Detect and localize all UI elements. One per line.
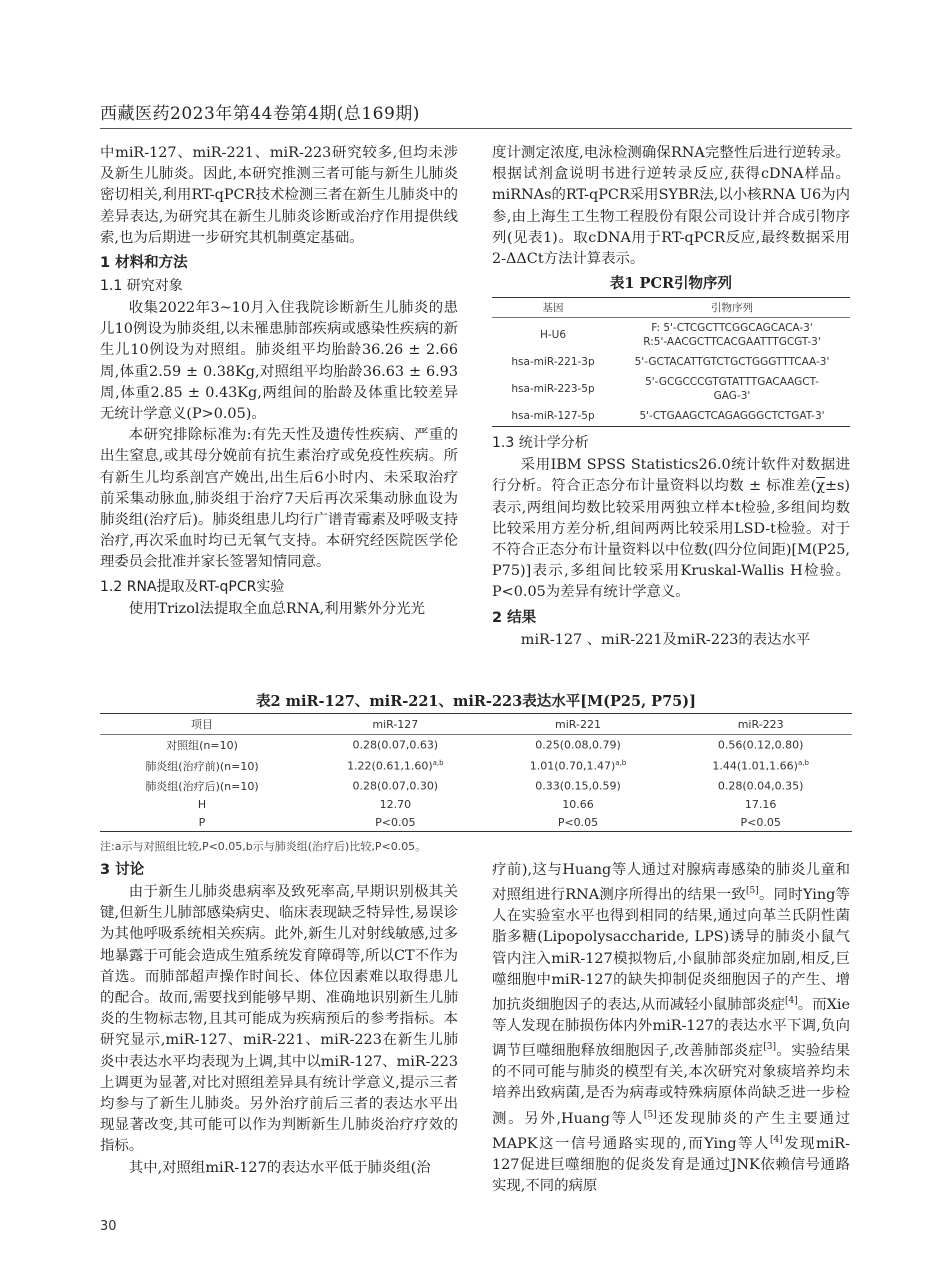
subsection-heading-stats: 1.3 统计学分析: [492, 435, 589, 452]
table1-header-seq: 引物序列: [614, 298, 850, 318]
cell-value: 0.28(0.07,0.63): [352, 739, 439, 753]
table1-seq-line1: F: 5'-CTCGCTTCGGCAGCACA-3': [651, 322, 813, 335]
table2-cell: 17.16: [744, 798, 777, 812]
table2-expression: [100, 713, 852, 832]
citation-ref: [5]: [643, 1109, 657, 1120]
table2-header-mir223: miR-223: [669, 714, 852, 735]
cell-value: 0.28(0.04,0.35): [717, 779, 804, 793]
mean-symbol: $\overline{\chi}$: [816, 478, 825, 495]
stats-paragraph: [492, 455, 850, 603]
citation-ref: [4]: [785, 996, 798, 1007]
citation-ref: [4]: [769, 1134, 783, 1145]
table2-cell: 12.70: [379, 798, 412, 812]
left-column-bottom: [100, 860, 458, 1179]
table1-seq: [614, 318, 850, 353]
table2-cell: [304, 735, 487, 756]
table1-caption: 表1 PCR引物序列: [609, 275, 733, 293]
right-column-top: [492, 143, 850, 651]
text: 。实验结果的不同可能与肺炎的模型有关,本次研究对象痰培养均未培养出致病菌,是否为病毒或特殊病原体尚缺乏进一步检测。另外,Huang等人: [492, 1043, 850, 1127]
cell-value: 0.33(0.15,0.59): [535, 779, 621, 793]
left-column-top: [100, 143, 458, 620]
exclusion-paragraph: 本研究排除标准为:有先天性及遗传性疾病、严重的出生窒息,或其母分娩前有抗生素治疗或免疫性疾病。所有新生儿均系剖宫产娩出,出生后6小时内、未采取治疗前采集动脉血,肺炎组于治疗7天后再次采集动脉血设为肺炎组(治疗后)。肺炎组患儿均行广谱青霉素及呼吸支持治疗,再次采血时均已无氧气支持。本研究经医院医学伦理委员会批准并家长签署知情同意。: [100, 427, 458, 571]
table2-caption: 表2 miR-127、miR-221、miR-223表达水平[M(P25, P75)]: [256, 693, 696, 710]
table2-cell: P<0.05: [304, 814, 487, 832]
table-row: [100, 735, 852, 756]
stats-text-a: 采用IBM SPSS Statistics26.0统计软件对数据进行分析。符合正态分布计量资料以均数 ± 标准差(: [492, 457, 850, 495]
discussion-paragraph-2: 其中,对照组miR-127的表达水平低于肺炎组(治: [128, 1159, 431, 1176]
table2-cell: 10.66: [562, 798, 594, 812]
table2-item: P: [100, 814, 304, 832]
table1-gene: hsa-miR-127-5p: [492, 406, 614, 427]
table2-cell: [669, 755, 852, 775]
intro-paragraph: 中miR-127、miR-221、miR-223研究较多,但均未涉及新生儿肺炎。因此,本研究推测三者可能与新生儿肺炎密切相关,利用RT-qPCR技术检测三者在新生儿肺炎中的差异表达,为研究其在新生儿肺炎诊断或治疗作用提供线索,也为后期进一步研究其机制奠定基础。: [100, 145, 458, 246]
rna-continued-paragraph: 度计测定浓度,电泳检测确保RNA完整性后进行逆转录。根据试剂盒说明书进行逆转录反应,获得cDNA样品。miRNAs的RT-qPCR采用SYBR法,以小核RNA U6为内参,由上海生工生物工程股份有限公司设计并合成引物序列(见表1)。取cDNA用于RT-qPCR反应,最终数据采用2-ΔΔCt方法计算表示。: [492, 145, 850, 268]
subsection-heading-rna: 1.2 RNA提取及RT-qPCR实验: [100, 578, 285, 595]
table1-seq: [614, 372, 850, 406]
table-row: [492, 352, 850, 372]
citation-ref: [5]: [746, 886, 759, 897]
table2-item: 肺炎组(治疗前)(n=10): [145, 759, 259, 773]
page-number: 30: [100, 1219, 117, 1234]
header-rule: [100, 128, 852, 129]
table2-cell: [487, 735, 670, 756]
text: 疗前),这与Huang等人通过对腺病毒感染的肺炎儿童和对照组进行RNA测序所得出的结果一致: [492, 862, 850, 903]
table1-seq: 5'-GCTACATTGTCTGCTGGGTTTCAA-3': [634, 356, 830, 369]
table2-cell: [304, 776, 487, 796]
table2-note: 注:a示与对照组比较,P<0.05,b示与肺炎组(治疗后)比较,P<0.05。: [100, 840, 427, 853]
table1-seq-line2: GAG-3': [713, 390, 751, 403]
cell-sup: a,b: [797, 758, 809, 767]
subsection-heading-subjects: 1.1 研究对象: [100, 278, 183, 295]
right-column-bottom: [492, 860, 850, 1197]
table-row: [100, 796, 852, 813]
table1-seq-line2: R:5'-AACGCTTCACGAATTTGCGT-3': [643, 336, 821, 349]
table2-cell: [487, 755, 670, 775]
table1-header-gene: 基因: [492, 298, 614, 318]
table1-gene: hsa-miR-223-5p: [511, 383, 595, 396]
cell-value: 0.56(0.12,0.80): [717, 739, 804, 753]
table2-cell: [487, 776, 670, 796]
table-row: [100, 814, 852, 832]
cell-value: 0.25(0.08,0.79): [535, 739, 621, 753]
table2-cell: [304, 755, 487, 775]
section-heading-discussion: 3 讨论: [100, 862, 145, 878]
text: 。而Xie等人发现在肺损伤体内外miR-127的表达水平下调,负向调节巨噬细胞释放细胞因子,改善肺部炎症: [492, 996, 850, 1060]
text: 。同时Ying等人在实验室水平也得到相同的结果,通过向革兰氏阴性菌脂多糖(Lipopolysaccharide, LPS)诱导的肺炎小鼠气管内注入miR-127模拟物后,小鼠肺部炎症加剧,相反,巨噬细胞中miR-127的缺失抑制促炎细胞因子的产生、增加抗炎细胞因子的表达,从而减轻小鼠肺部炎症: [492, 887, 850, 1013]
cell-sup: a,b: [615, 758, 627, 767]
table-row: [492, 372, 850, 406]
table2-item: H: [197, 798, 207, 812]
table-row: [100, 755, 852, 775]
table2-cell: P<0.05: [487, 814, 670, 832]
section-heading-results: 2 结果: [492, 609, 537, 626]
table1-seq: 5'-CTGAAGCTCAGAGGGCTCTGAT-3': [614, 406, 850, 427]
cell-value: 0.28(0.07,0.30): [352, 779, 439, 793]
table1-gene: hsa-miR-221-3p: [511, 356, 595, 369]
rna-paragraph: 使用Trizol法提取全血总RNA,利用紫外分光光: [128, 600, 425, 617]
table1-seq-line1: 5'-GCGCCCGTGTATTTGACAAGCT-: [645, 376, 819, 389]
table-row: [100, 776, 852, 796]
table1-gene: H-U6: [539, 329, 567, 342]
text: 发现miR-127促进巨噬细胞的促炎发育是通过JNK依赖信号通路实现,不同的病原: [492, 1135, 850, 1194]
results-paragraph: miR-127 、miR-221及miR-223的表达水平: [520, 631, 811, 648]
table-row: [492, 318, 850, 353]
table2-cell: P<0.05: [669, 814, 852, 832]
journal-header: 西藏医药2023年第44卷第4期(总169期): [100, 104, 420, 124]
cell-sup: a,b: [432, 758, 444, 767]
table2-header-mir127: miR-127: [304, 714, 487, 735]
discussion-continued-paragraph: [492, 860, 850, 1197]
cell-value: 1.01(0.70,1.47): [529, 759, 616, 773]
table2-item: 对照组(n=10): [166, 739, 238, 753]
stats-text-b: ±s)表示,两组间均数比较采用两独立样本t检验,多组间均数比较采用方差分析,组间两两比较采用LSD-t检验。对于不符合正态分布计量资料以中位数(四分位间距)[M(P25, P75)]表示,多组间比较采用Kruskal-Wallis H检验。P<0.05为差异有统计学意义。: [492, 478, 850, 601]
subjects-paragraph: 收集2022年3~10月入住我院诊断新生儿肺炎的患儿10例设为肺炎组,以未罹患肺部疾病或感染性疾病的新生儿10例设为对照组。肺炎组平均胎龄36.26 ± 2.66周,体重2.59 ± 0.38Kg,对照组平均胎龄36.63 ± 6.93周,体重2.85 ± 0.43Kg,两组间的胎龄及体重比较差异无统计学意义(P>0.05)。: [100, 300, 458, 423]
text: 还发现肺炎的产生主要通过MAPK这一信号通路实现的,而Ying等人: [492, 1110, 850, 1152]
table2-item: 肺炎组(治疗后)(n=10): [145, 779, 259, 793]
table2-cell: [669, 735, 852, 756]
table-row: [492, 406, 850, 427]
discussion-paragraph: 由于新生儿肺炎患病率及致死率高,早期识别极其关键,但新生儿肺部感染病史、临床表现缺乏特异性,易误诊为其他呼吸系统相关疾病。此外,新生儿对射线敏感,过多地暴露于可能会造成生殖系统发育障碍等,所以CT不作为首选。而肺部超声操作时间长、体位因素难以取得患儿的配合。故而,需要找到能够早期、准确地识别新生儿肺炎的生物标志物,且其可能成为疾病预后的参考指标。本研究显示,miR-127、miR-221、miR-223在新生儿肺炎中表达水平均表现为上调,其中以miR-127、miR-223上调更为显著,对比对照组差异具有统计学意义,提示三者均参与了新生儿肺炎。另外治疗前后三者的表达水平出现显著改变,其可能可以作为判断新生儿肺炎治疗疗效的指标。: [100, 884, 458, 1155]
table2-cell: [669, 776, 852, 796]
citation-ref: [3]: [763, 1042, 777, 1053]
table2-header-mir221: miR-221: [487, 714, 670, 735]
cell-value: 1.44(1.01,1.66): [712, 759, 798, 773]
cell-value: 1.22(0.61,1.60): [347, 759, 433, 773]
section-heading-methods: 1 材料和方法: [100, 255, 188, 272]
table2-header-item: 项目: [100, 714, 304, 735]
table1-primers: [492, 297, 850, 427]
